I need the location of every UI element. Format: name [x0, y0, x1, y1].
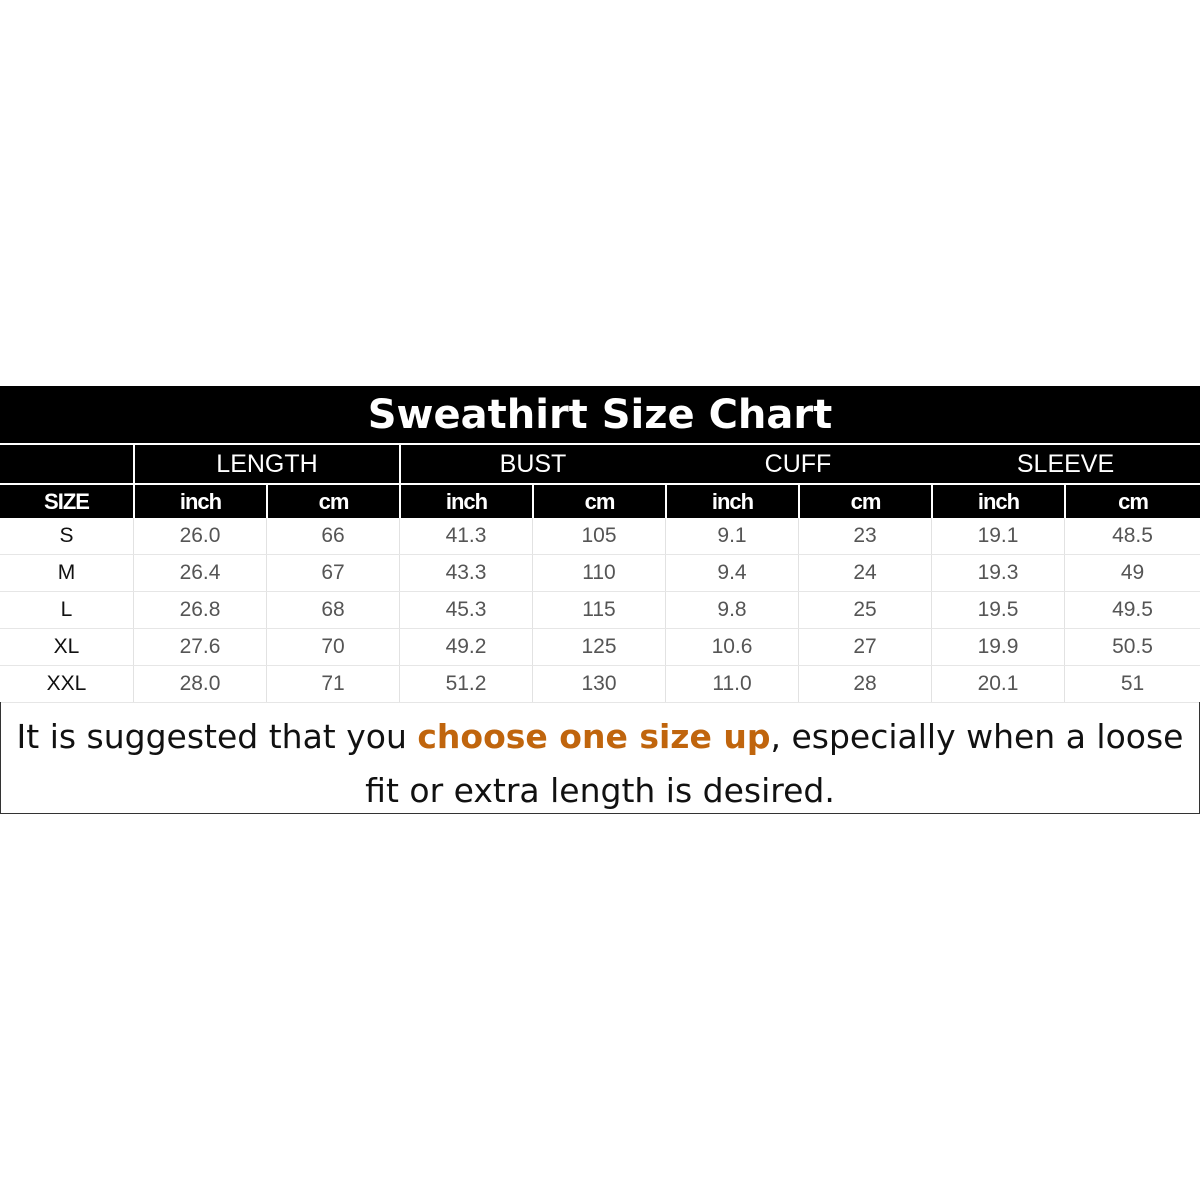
- bust-cm-cell: 110: [532, 555, 665, 591]
- length-cm-cell: 66: [266, 518, 399, 554]
- table-row: [0, 666, 1200, 703]
- length-cm-cell: 67: [266, 555, 399, 591]
- length-cm-cell: 71: [266, 666, 399, 702]
- bust-inch-cell: 51.2: [399, 666, 532, 702]
- sleeve-cm-cell: 49.5: [1064, 592, 1200, 628]
- chart-title: Sweathirt Size Chart: [0, 386, 1200, 443]
- cuff-inch-cell: 11.0: [665, 666, 798, 702]
- size-cell: L: [60, 598, 73, 621]
- sleeve-inch-cell: 19.5: [931, 592, 1064, 628]
- bust-inch-cell: 49.2: [399, 629, 532, 665]
- cuff-inch-cell: 9.4: [665, 555, 798, 591]
- cuff-cm-cell: 25: [798, 592, 931, 628]
- cuff-cm-cell: 28: [798, 666, 931, 702]
- bust-inch-header: inch: [399, 485, 532, 518]
- note-text-before: It is suggested that you: [16, 717, 418, 756]
- bust-inch-cell: 45.3: [399, 592, 532, 628]
- sleeve-cm-cell: 50.5: [1064, 629, 1200, 665]
- sleeve-cm-cell: 48.5: [1064, 518, 1200, 554]
- sleeve-cm-cell: 49: [1064, 555, 1200, 591]
- table-row: [0, 555, 1200, 592]
- size-note: [0, 702, 1200, 814]
- cuff-cm-header: cm: [798, 485, 931, 518]
- sleeve-cm-cell: 51: [1064, 666, 1200, 702]
- bust-cm-header: cm: [532, 485, 665, 518]
- sleeve-inch-cell: 20.1: [931, 666, 1064, 702]
- size-cell: M: [57, 561, 76, 584]
- table-row: [0, 629, 1200, 666]
- cuff-inch-header: inch: [665, 485, 798, 518]
- sleeve-inch-header: inch: [931, 485, 1064, 518]
- sleeve-inch-cell: 19.9: [931, 629, 1064, 665]
- note-highlight: choose one size up: [417, 717, 771, 756]
- bust-inch-cell: 41.3: [399, 518, 532, 554]
- size-column-header: SIZE: [44, 488, 89, 514]
- cuff-inch-cell: 9.1: [665, 518, 798, 554]
- bust-cm-cell: 125: [532, 629, 665, 665]
- length-inch-cell: 26.4: [133, 555, 266, 591]
- length-cm-cell: 68: [266, 592, 399, 628]
- cuff-inch-cell: 9.8: [665, 592, 798, 628]
- length-inch-header: inch: [133, 485, 266, 518]
- table-body: [0, 518, 1200, 702]
- size-chart: [0, 386, 1200, 814]
- bust-cm-cell: 115: [532, 592, 665, 628]
- table-row: [0, 592, 1200, 629]
- size-cell: S: [59, 524, 74, 547]
- sleeve-cm-header: cm: [1064, 485, 1200, 518]
- bust-cm-cell: 105: [532, 518, 665, 554]
- length-inch-cell: 28.0: [133, 666, 266, 702]
- table-row: [0, 518, 1200, 555]
- cuff-inch-cell: 10.6: [665, 629, 798, 665]
- length-cm-cell: 70: [266, 629, 399, 665]
- length-inch-cell: 26.0: [133, 518, 266, 554]
- cuff-cm-cell: 23: [798, 518, 931, 554]
- group-header-cuff: CUFF: [764, 449, 832, 478]
- group-header-row: [0, 443, 1200, 483]
- size-cell: XL: [53, 635, 80, 658]
- size-header-spacer: [0, 445, 133, 483]
- sleeve-inch-cell: 19.1: [931, 518, 1064, 554]
- bust-inch-cell: 43.3: [399, 555, 532, 591]
- length-inch-cell: 27.6: [133, 629, 266, 665]
- group-header-bust: BUST: [399, 445, 665, 483]
- length-inch-cell: 26.8: [133, 592, 266, 628]
- cuff-cm-cell: 27: [798, 629, 931, 665]
- group-header-sleeve: SLEEVE: [1016, 449, 1115, 478]
- bust-cm-cell: 130: [532, 666, 665, 702]
- size-cell: XXL: [46, 672, 87, 695]
- unit-header-row: [0, 483, 1200, 518]
- sleeve-inch-cell: 19.3: [931, 555, 1064, 591]
- cuff-cm-cell: 24: [798, 555, 931, 591]
- note-text-after: , especially when a loose fit or extra length is desired.: [365, 717, 1184, 810]
- group-header-length: LENGTH: [133, 445, 399, 483]
- length-cm-header: cm: [266, 485, 399, 518]
